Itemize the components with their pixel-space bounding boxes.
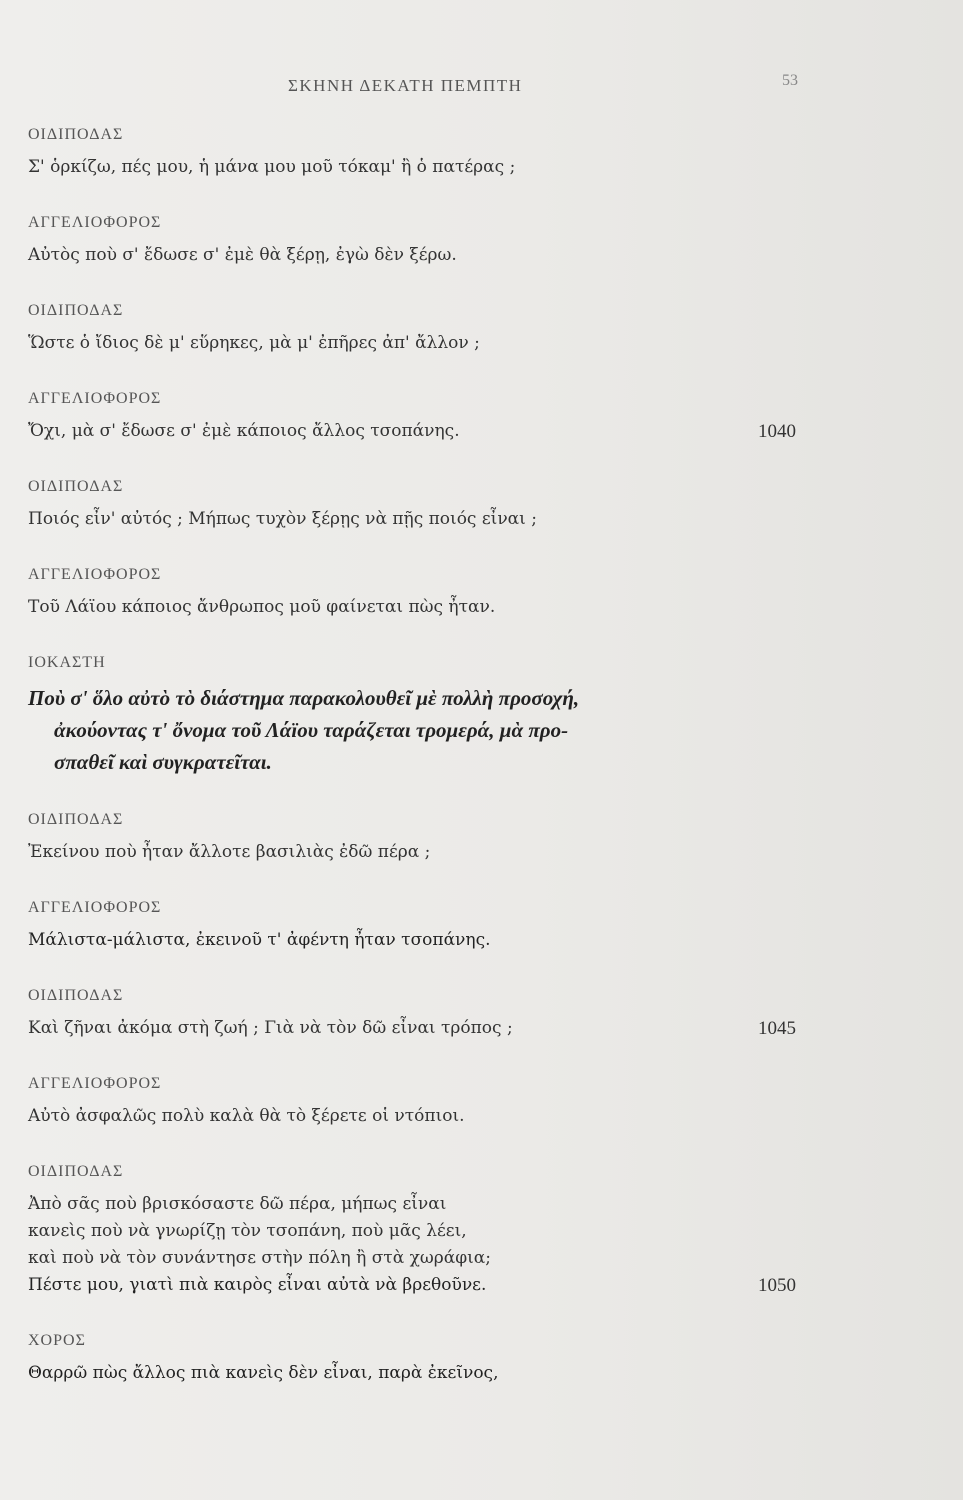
dialogue-block	[28, 985, 828, 1042]
line-number: 1040	[758, 421, 796, 442]
dialogue	[28, 124, 828, 1418]
verse-line: Ἐκείνου ποὺ ἦταν ἄλλοτε βασιλιὰς ἐδῶ πέρα ;	[28, 842, 431, 862]
dialogue-block	[28, 897, 828, 954]
speaker-name: ΑΓΓΕΛΙΟΦΟΡΟΣ	[28, 390, 162, 407]
speaker-name: ΟΙΔΙΠΟΔΑΣ	[28, 811, 124, 828]
speaker-name: ΟΙΔΙΠΟΔΑΣ	[28, 1163, 124, 1180]
verse-line: Ὥστε ὁ ἴδιος δὲ μ' εὕρηκες, μὰ μ' ἐπῆρες ἀπ' ἄλλον ;	[28, 333, 480, 353]
verse-line: Αὐτὸ ἀσφαλῶς πολὺ καλὰ θὰ τὸ ξέρετε οἱ ντόπιοι.	[28, 1106, 465, 1126]
speaker-name: ΟΙΔΙΠΟΔΑΣ	[28, 126, 124, 143]
dialogue-block	[28, 564, 828, 621]
speaker-name: ΟΙΔΙΠΟΔΑΣ	[28, 478, 124, 495]
dialogue-block	[28, 476, 828, 533]
verse-line-numbered	[28, 1015, 828, 1042]
verse-line: Ποιός εἶν' αὐτός ; Μήπως τυχὸν ξέρῃς νὰ πῇς ποιός εἶναι ;	[28, 509, 537, 529]
verse-line-numbered	[28, 1272, 828, 1299]
verse-line: Τοῦ Λάϊου κάποιος ἄνθρωπος μοῦ φαίνεται πὼς ἦταν.	[28, 597, 496, 617]
speaker-name: ΑΓΓΕΛΙΟΦΟΡΟΣ	[28, 214, 162, 231]
stage-direction-line: σπαθεῖ καὶ συγκρατεῖται.	[54, 750, 272, 774]
speaker-name: ΑΓΓΕΛΙΟΦΟΡΟΣ	[28, 566, 162, 583]
line-number: 1050	[758, 1275, 796, 1296]
dialogue-block	[28, 300, 828, 357]
stage-direction-block	[28, 652, 828, 778]
running-header: ΣΚΗΝΗ ΔΕΚΑΤΗ ΠΕΜΠΤΗ	[288, 76, 523, 95]
dialogue-block	[28, 1330, 828, 1387]
stage-direction-line: ἀκούοντας τ' ὄνομα τοῦ Λάϊου ταράζεται τρομερά, μὰ προ-	[54, 718, 569, 742]
speaker-name: ΑΓΓΕΛΙΟΦΟΡΟΣ	[28, 1075, 162, 1092]
dialogue-block	[28, 124, 828, 181]
verse-line: Σ' ὁρκίζω, πές μου, ἡ μάνα μου μοῦ τόκαμ' ἢ ὁ πατέρας ;	[28, 157, 516, 177]
dialogue-block	[28, 809, 828, 866]
line-number: 1045	[758, 1018, 796, 1039]
speaker-name: ΙΟΚΑΣΤΗ	[28, 654, 106, 671]
dialogue-block	[28, 1073, 828, 1130]
verse-line: Θαρρῶ πὼς ἄλλος πιὰ κανεὶς δὲν εἶναι, παρὰ ἐκεῖνος,	[28, 1363, 499, 1383]
verse-line-numbered	[28, 418, 828, 445]
verse-line: κανεὶς ποὺ νὰ γνωρίζῃ τὸν τσοπάνη, ποὺ μᾶς λέει,	[28, 1221, 467, 1241]
stage-direction-line: Ποὺ σ' ὅλο αὐτὸ τὸ διάστημα παρακολουθεῖ μὲ πολλὴ προσοχή,	[28, 686, 580, 710]
verse-text: Καὶ ζῆναι ἀκόμα στὴ ζωή ; Γιὰ νὰ τὸν δῶ εἶναι τρόπος ;	[28, 1018, 513, 1038]
verse-line: καὶ ποὺ νὰ τὸν συνάντησε στὴν πόλη ἢ στὰ χωράφια;	[28, 1248, 492, 1268]
dialogue-block	[28, 388, 828, 445]
speaker-name: ΟΙΔΙΠΟΔΑΣ	[28, 987, 124, 1004]
dialogue-block	[28, 1161, 828, 1299]
verse-text: Πέστε μου, γιατὶ πιὰ καιρὸς εἶναι αὐτὰ νὰ βρεθοῦνε.	[28, 1275, 487, 1295]
speaker-name: ΟΙΔΙΠΟΔΑΣ	[28, 302, 124, 319]
speaker-name: ΑΓΓΕΛΙΟΦΟΡΟΣ	[28, 899, 162, 916]
verse-line: Μάλιστα-μάλιστα, ἐκεινοῦ τ' ἀφέντη ἦταν τσοπάνης.	[28, 930, 491, 950]
verse-text: Ὄχι, μὰ σ' ἔδωσε σ' ἐμὲ κάποιος ἄλλος τσοπάνης.	[28, 421, 460, 441]
verse-line: Αὐτὸς ποὺ σ' ἔδωσε σ' ἐμὲ θὰ ξέρῃ, ἐγὼ δὲν ξέρω.	[28, 245, 457, 265]
page-number: 53	[782, 72, 798, 89]
speaker-name: ΧΟΡΟΣ	[28, 1332, 86, 1349]
dialogue-block	[28, 212, 828, 269]
verse-line: Ἀπὸ σᾶς ποὺ βρισκόσαστε δῶ πέρα, μήπως εἶναι	[28, 1194, 447, 1214]
